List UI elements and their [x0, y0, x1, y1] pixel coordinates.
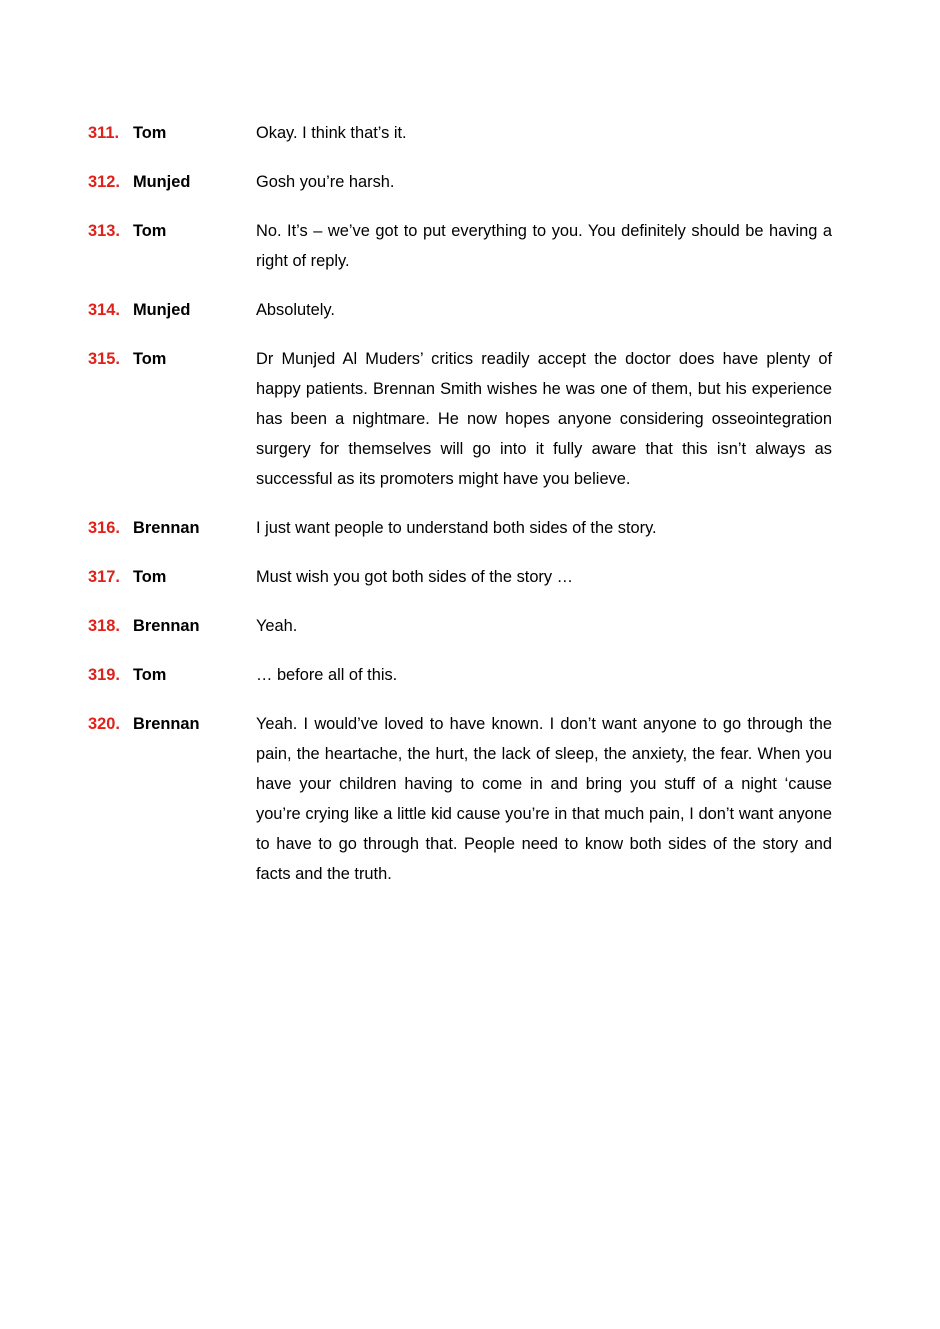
transcript-entry-316: [88, 513, 833, 543]
utterance-text: Yeah.: [256, 617, 298, 635]
utterance-text: No. It’s – we’ve got to put everything to you. You definitely should be having a right of reply.: [256, 222, 832, 270]
speaker-name: Munjed: [133, 301, 191, 319]
transcript-entry-313: [88, 216, 833, 276]
transcript-entry-318: [88, 611, 833, 641]
speaker-name: Brennan: [133, 617, 200, 635]
utterance-text: Gosh you’re harsh.: [256, 173, 395, 191]
transcript-entry-311: [88, 118, 833, 148]
utterance-text: Absolutely.: [256, 301, 335, 319]
line-number: 312.: [88, 173, 120, 191]
speaker-name: Tom: [133, 222, 167, 240]
line-number: 318.: [88, 617, 120, 635]
line-number: 317.: [88, 568, 120, 586]
transcript-entry-314: [88, 295, 833, 325]
line-number: 313.: [88, 222, 120, 240]
speaker-name: Brennan: [133, 715, 200, 733]
line-number: 316.: [88, 519, 120, 537]
speaker-name: Tom: [133, 568, 167, 586]
line-number: 315.: [88, 350, 120, 368]
transcript-entry-317: [88, 562, 833, 592]
transcript-entry-319: [88, 660, 833, 690]
speaker-name: Tom: [133, 350, 167, 368]
transcript: [88, 118, 833, 908]
utterance-text: Dr Munjed Al Muders’ critics readily accept the doctor does have plenty of happy patients. Brennan Smith wishes he was one of them, but his experience has been a nightmare. He now hopes anyone considering osseointegration surgery for themselves will go into it fully aware that this isn’t always as successful as its promoters might have you believe.: [256, 350, 832, 488]
speaker-name: Brennan: [133, 519, 200, 537]
utterance-text: I just want people to understand both sides of the story.: [256, 519, 657, 537]
speaker-name: Tom: [133, 666, 167, 684]
utterance-text: Must wish you got both sides of the story …: [256, 568, 574, 586]
transcript-entry-312: [88, 167, 833, 197]
line-number: 314.: [88, 301, 120, 319]
line-number: 320.: [88, 715, 120, 733]
line-number: 311.: [88, 124, 119, 142]
line-number: 319.: [88, 666, 120, 684]
utterance-text: Yeah. I would’ve loved to have known. I don’t want anyone to go through the pain, the heartache, the hurt, the lack of sleep, the anxiety, the fear. When you have your children having to come in and bring you stuff of a night ‘cause you’re crying like a little kid cause you’re in that much pain, I don’t want anyone to have to go through that. People need to know both sides of the story and facts and the truth.: [256, 715, 832, 883]
transcript-entry-315: [88, 344, 833, 494]
utterance-text: Okay. I think that’s it.: [256, 124, 407, 142]
utterance-text: … before all of this.: [256, 666, 398, 684]
speaker-name: Tom: [133, 124, 167, 142]
speaker-name: Munjed: [133, 173, 191, 191]
transcript-entry-320: [88, 709, 833, 889]
